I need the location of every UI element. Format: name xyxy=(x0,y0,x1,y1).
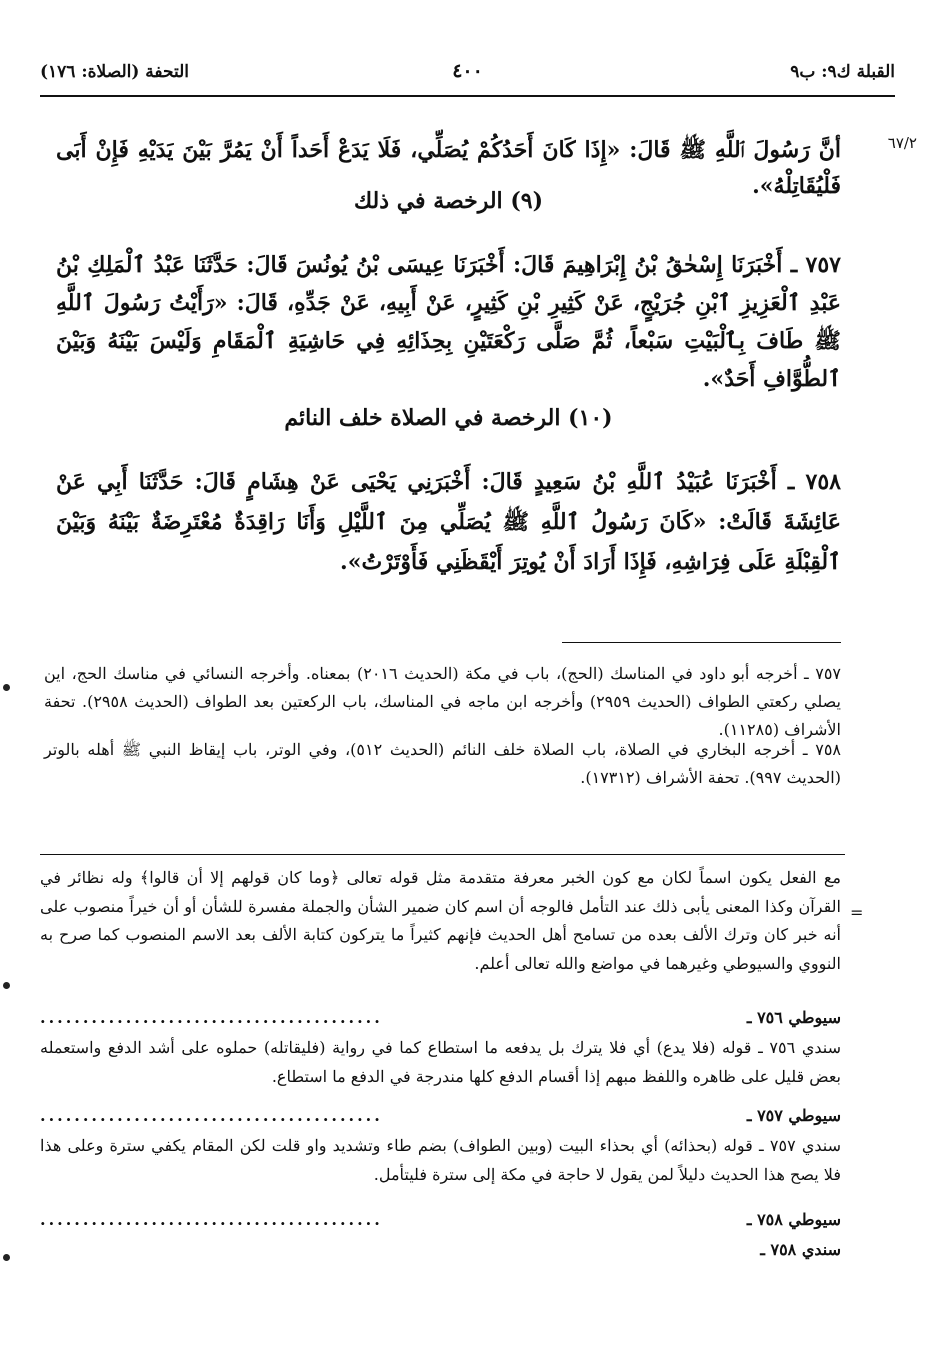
section-heading-9: (٩) الرخصة في ذلك xyxy=(354,188,543,214)
page-header xyxy=(40,58,895,92)
suyuti-758-row xyxy=(40,1206,841,1235)
dotted-leader: ........................................ xyxy=(40,1210,383,1229)
dotted-leader: ........................................ xyxy=(40,1008,383,1027)
margin-reference: ٦٧/٢ xyxy=(887,134,917,152)
hadith-intro-text: أنَّ رَسُولَ ٱللَّهِ ﷺ قَالَ: «إِذَا كَانَ أَحَدُكُمْ يُصَلِّي، فَلَا يَدَعْ أَحَداً أَنْ يَمُرَّ بَيْنَ يَدَيْهِ فَإِنْ أَبَى فَلْيُقَاتِلْهُ». xyxy=(56,137,841,199)
hadith-758: ٧٥٨ ـ أَخْبَرَنَا عُبَيْدُ ٱللَّهِ بْنُ سَعِيدٍ قَالَ: أَخْبَرَنِي يَحْيَى عَنْ هِشَامٍ قَالَ: حَدَّثَنَا أَبِي عَنْ عَائِشَةَ قَالَتْ: «كَانَ رَسُولُ ٱللَّهِ ﷺ يُصَلِّي مِنَ ٱللَّيْلِ وَأَنَا رَاقِدَةٌ مُعْتَرِضَةٌ بَيْنَهُ وَبَيْنَ ٱلْقِبْلَةِ عَلَى فِرَاشِهِ، فَإِذَا أَرَادَ أَنْ يُوتِرَ أَيْقَظَنِي فَأَوْتَرْتُ». xyxy=(56,469,841,575)
sindi-758-label: سندي ٧٥٨ ـ xyxy=(760,1240,841,1259)
sindi-756: سندي ٧٥٦ ـ قوله (فلا يدع) أي فلا يترك بل يدفعه ما استطاع كما في رواية (فليقاتله) حملوه على أشد الدفع واستعمله بعض قليل على ظاهره واللفظ مبهم إذا أقسام الدفع كلها مندرجة في الدفع ما استطاع. xyxy=(40,1038,841,1086)
suyuti-758-label: سيوطي ٧٥٨ ـ xyxy=(746,1210,841,1229)
footnote-757: ٧٥٧ ـ أخرجه أبو داود في المناسك (الحج)، باب في مكة (الحديث ٢٠١٦) بمعناه. وأخرجه النسائي في مناسك الحج، اين يصلي ركعتي الطواف (الحديث ٢٩٥٩) وأخرجه ابن ماجه في المناسك، باب الركعتين بعد الطواف (الحديث ٢٩٥٨). تحفة الأشراف (١١٢٨٥). xyxy=(44,664,842,739)
scan-mark xyxy=(3,684,10,691)
sindi-758 xyxy=(40,1236,841,1265)
hadith-757: ٧٥٧ ـ أَخْبَرَنَا إِسْحٰقُ بْنُ إِبْرَاهِيمَ قَالَ: أَخْبَرَنَا عِيسَى بْنُ يُونُسَ قَالَ: حَدَّثَنَا عَبْدُ ٱلْمَلِكِ بْنُ عَبْدِ ٱلْعَزِيزِ ٱبْنِ جُرَيْجٍ، عَنْ كَثِيرِ بْنِ كَثِيرٍ، عَنْ أَبِيهِ، عَنْ جَدِّهِ، قَالَ: «رَأَيْتُ رَسُولَ ٱللَّهِ ﷺ طَافَ بِٱلْبَيْتِ سَبْعاً، ثُمَّ صَلَّى رَكْعَتَيْنِ بِحِذَائِهِ فِي حَاشِيَةِ ٱلْمَقَامِ وَلَيْسَ بَيْنَهُ وَبَيْنَ ٱلطُّوَّافِ أَحَدٌ». xyxy=(56,252,841,392)
scan-mark xyxy=(3,982,10,989)
suyuti-757-row xyxy=(40,1102,841,1131)
commentary-divider xyxy=(40,854,845,855)
suyuti-756-row xyxy=(40,1004,841,1033)
scan-mark xyxy=(3,1254,10,1261)
page-number: ٤٠٠ xyxy=(452,60,483,82)
suyuti-757-label: سيوطي ٧٥٧ ـ xyxy=(746,1106,841,1125)
header-qibla-ref: القبلة ك٩: ب٩ xyxy=(790,62,895,82)
header-divider xyxy=(40,95,895,97)
commentary-continuation: مع الفعل يكون اسماً لكان مع كون الخبر معرفة متقدمة مثل قوله تعالى ﴿وما كان قولهم إلا أن قالوا﴾ وله نظائر في القرآن وكذا المعنى يأبى ذلك عند التأمل فالوجه أن اسم كان ضمير الشأن والجملة مفسرة للشأن أو أن خيراً منصوب على أنه خبر كان وترك الألف بعده من تسامح أهل الحديث فإنهم كثيراً ما يتركون كتابة الألف بعد الاسم المنصوب كما صرح به النووي والسيوطي وغيرهما في مواضع والله تعالى أعلم. xyxy=(40,868,841,973)
suyuti-756-label: سيوطي ٧٥٦ ـ xyxy=(746,1008,841,1027)
sindi-757: سندي ٧٥٧ ـ قوله (بحذائه) أي بحذاء البيت (وبين الطواف) بضم طاء وتشديد واو قلت لكن المقام يكفي سترة وعلى هذا فلا يصح هذا الحديث دليلاً لمن يقول لا حاجة في مكة إلى سترة فليتأمل. xyxy=(40,1136,841,1184)
continuation-mark: = xyxy=(850,903,864,922)
section-heading-10: (١٠) الرخصة في الصلاة خلف النائم xyxy=(284,405,613,431)
footnote-divider xyxy=(562,642,841,643)
footnote-758: ٧٥٨ ـ أخرجه البخاري في الصلاة، باب الصلاة خلف النائم (الحديث ٥١٢)، وفي الوتر، باب إيقاظ النبي ﷺ أهله بالوتر (الحديث ٩٩٧). تحفة الأشراف (١٧٣١٢). xyxy=(44,740,841,787)
header-tuhfa-ref: التحفة (الصلاة: ١٧٦) xyxy=(40,62,190,82)
dotted-leader: ........................................ xyxy=(40,1106,383,1125)
